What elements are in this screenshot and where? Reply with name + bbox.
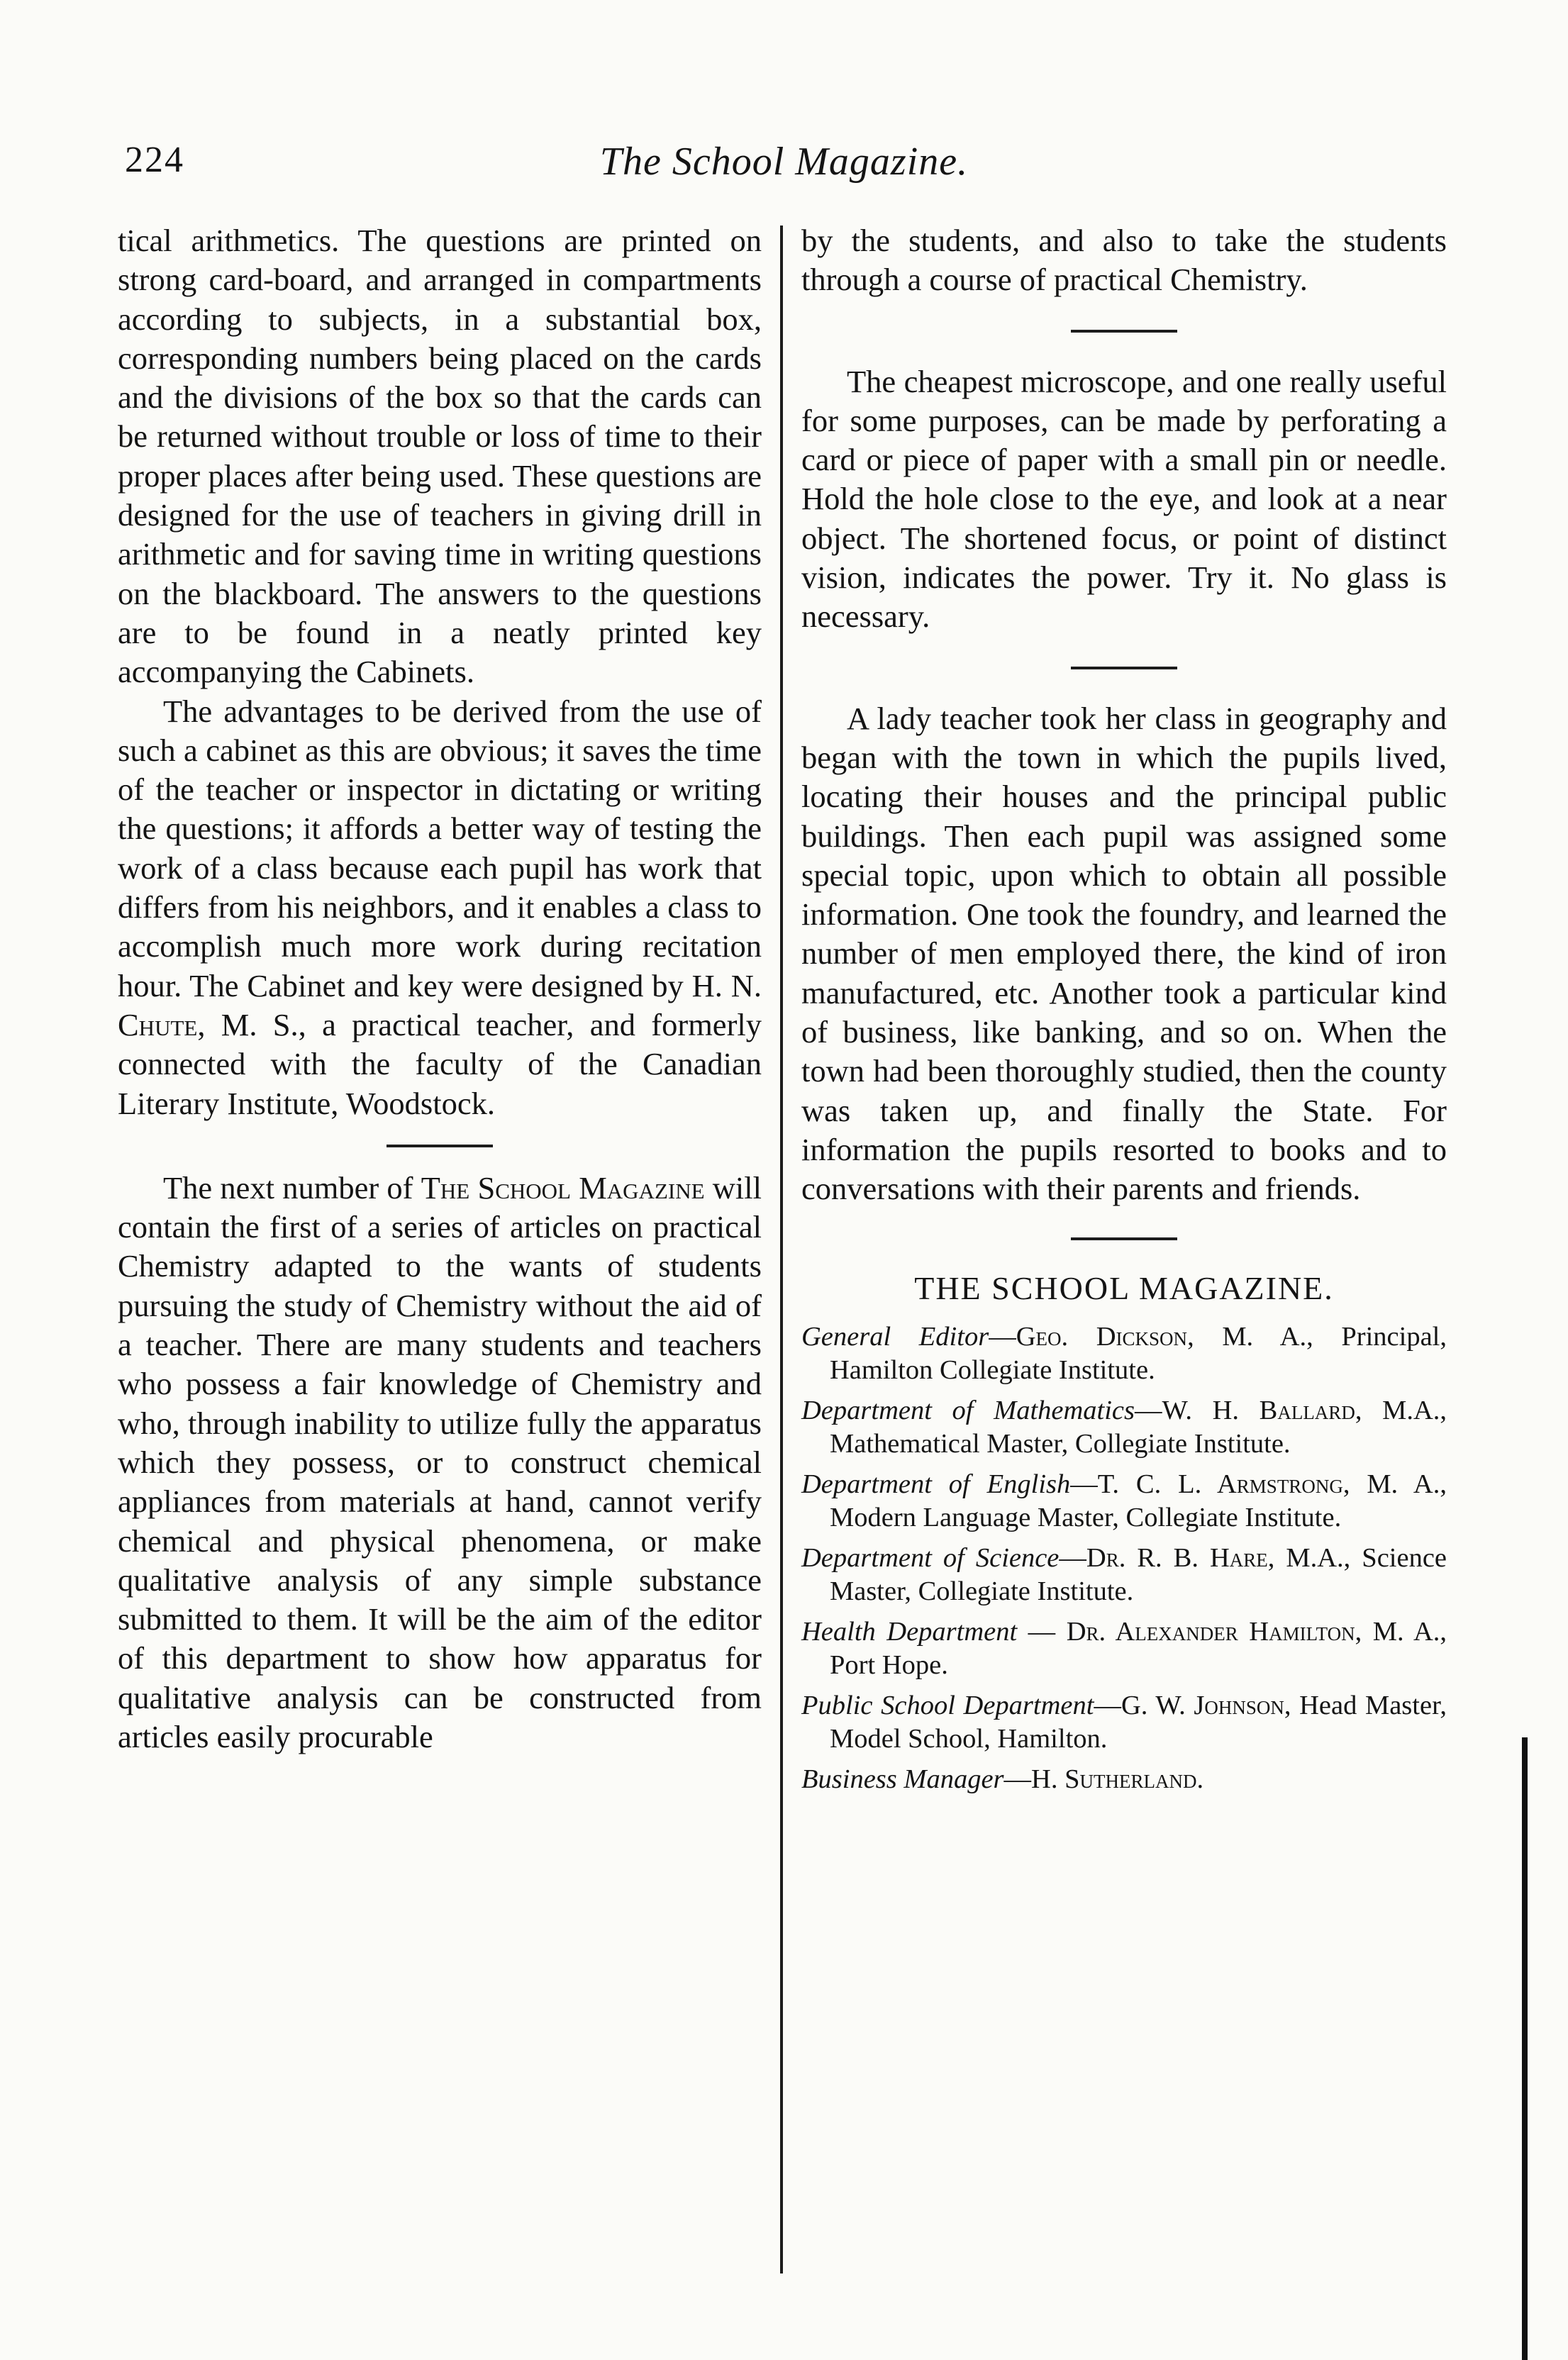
staff-entry: Business Manager—H. Sutherland. [801, 1764, 1204, 1794]
separator-rule [1071, 1237, 1177, 1240]
paragraph-chemistry-series [118, 1169, 762, 1757]
paragraph-chemistry-continued: by the students, and also to take the students through a course of practical Chemistry. [801, 223, 1447, 298]
staff-entry: Public School Department—G. W. Johnson, Head Master, Model School, Hamilton. [801, 1690, 1447, 1754]
left-column [118, 221, 762, 1757]
paragraph-cabinet-description: tical arithmetics. The questions are printed on strong card-board, and arranged in compartments according to subjects, in a substantial box, corresponding numbers being placed on the cards and the divisions of the box so that the cards can be returned without trouble or loss of time to their proper places after being used. These questions are designed for the use of teachers in giving drill in arithmetic and for saving time in writing questions on the blackboard. The answers to the questions are to be found in a neatly printed key accompanying the Cabinets. [118, 223, 762, 690]
right-column [801, 221, 1447, 1803]
chemistry-text: The next number of [163, 1169, 421, 1206]
staff-entry: Department of English—T. C. L. Armstrong, M. A., Modern Language Master, Collegiate Institute. [801, 1469, 1447, 1532]
advantages-text-end: , M. S., a practical teacher, and formerly connected with the faculty of the Canadian Literary Institute, Woodstock. [118, 1006, 762, 1121]
paragraph-geography-lesson: A lady teacher took her class in geography and began with the town in which the pupils lived, locating their houses and the principal public buildings. Then each pupil was assigned some special topic, upon which to obtain all possible information. One took the foundry, and learned the number of men employed there, the kind of iron manufactured, etc. Another took a particular kind of business, like banking, and so on. When the town had been thoroughly studied, then the county was taken up, and finally the State. For information the pupils resorted to books and to conversations with their parents and friends. [801, 700, 1447, 1207]
running-title: The School Magazine. [599, 140, 969, 184]
paragraph-microscope: The cheapest microscope, and one really useful for some purposes, can be made by perforating a card or piece of paper with a small pin or needle. Hold the hole close to the eye, and look at a near object. The shortened focus, or point of distinct vision, indicates the power. Try it. No glass is necessary. [801, 363, 1447, 635]
paragraph-cabinet-advantages [118, 692, 762, 1123]
magazine-name: The School Magazine [421, 1169, 705, 1206]
staff-list [801, 1320, 1447, 1796]
column-divider [780, 226, 783, 2273]
designer-name: H. N. Chute [118, 967, 762, 1042]
advantages-text: The advantages to be derived from the use of such a cabinet as this are obvious; it saves the time of the teacher or inspector in dictating or writing the questions; it affords a better way of testing the work of a class because each pupil has work that differs from his neighbors, and it enables a class to accomplish much more work during recitation hour. The Cabinet and key were designed by [118, 693, 762, 1003]
separator-rule [1071, 330, 1177, 333]
separator-rule [387, 1145, 493, 1147]
staff-entry: Department of Mathematics—W. H. Ballard, M.A., Mathematical Master, Collegiate Institute. [801, 1395, 1447, 1459]
page-edge-mark [1522, 1737, 1528, 2360]
staff-entry: General Editor—Geo. Dickson, M. A., Principal, Hamilton Collegiate Institute. [801, 1321, 1447, 1385]
masthead-title: THE SCHOOL MAGAZINE. [914, 1269, 1334, 1306]
separator-rule [1071, 667, 1177, 669]
chemistry-text-end: will contain the first of a series of articles on practical Chemistry adapted to the wants of students pursuing the study of Chemistry without the aid of a teacher. There are many students and teachers who possess a fair knowledge of Chemistry and who, through inability to utilize fully the apparatus which they possess, or to construct chemical appliances from materials at hand, cannot verify chemical and physical phenomena, or make qualitative analysis of any simple substance submitted to them. It will be the aim of the editor of this department to show how apparatus for qualitative analysis can be constructed from articles easily procurable [118, 1169, 762, 1754]
page-number: 224 [125, 140, 184, 180]
staff-entry: Health Department — Dr. Alexander Hamilton, M. A., Port Hope. [801, 1616, 1447, 1680]
staff-entry: Department of Science—Dr. R. B. Hare, M.A., Science Master, Collegiate Institute. [801, 1542, 1447, 1606]
